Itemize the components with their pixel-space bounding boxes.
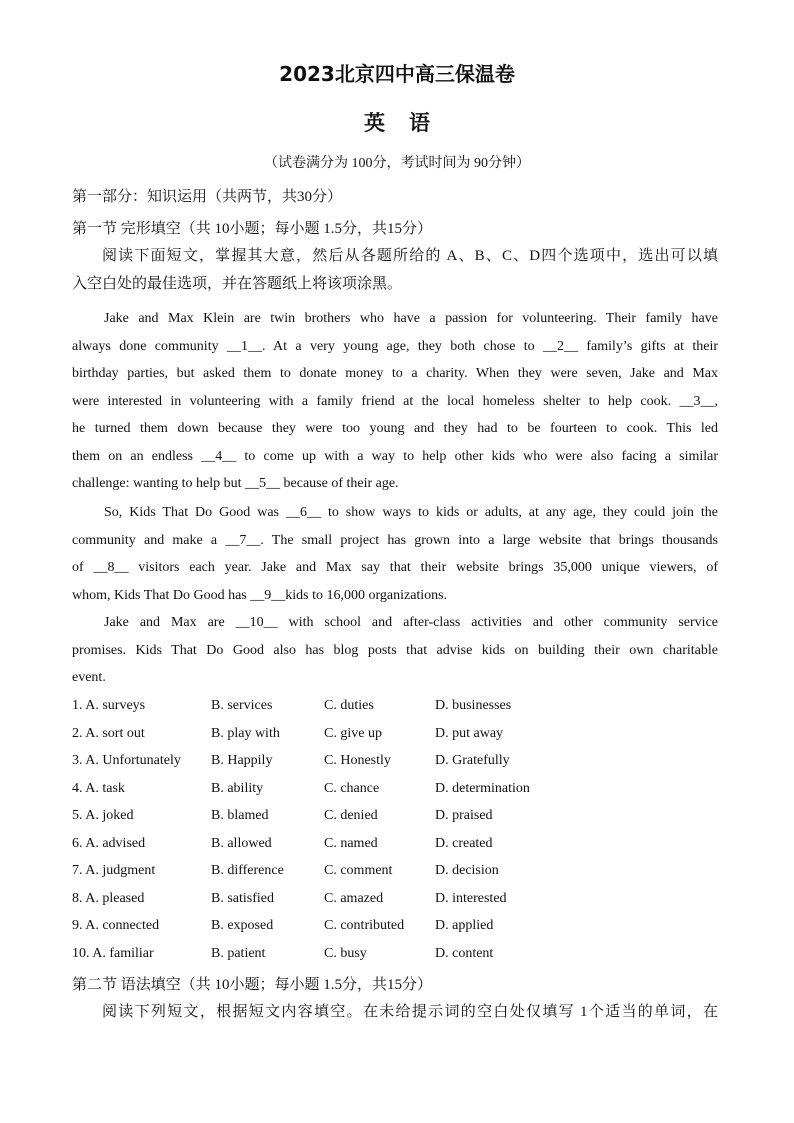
option-c: C. named bbox=[324, 835, 378, 851]
option-b: B. services bbox=[211, 698, 273, 713]
option-c: C. comment bbox=[324, 863, 393, 878]
option-a: 1. A. surveys bbox=[72, 698, 146, 713]
option-b: B. difference bbox=[211, 863, 284, 878]
passage-line: birthday parties, but asked them to donate money to a charity. When they were seven, Jake and Max bbox=[72, 366, 718, 381]
option-row bbox=[72, 857, 722, 885]
option-a: 6. A. advised bbox=[72, 835, 146, 851]
option-row bbox=[72, 802, 722, 830]
option-d: D. Gratefully bbox=[435, 753, 510, 768]
instruction-line: 阅读下面短文，掌握其大意，然后从各题所给的 A、B、C、D四个选项中，选出可以填 bbox=[102, 248, 718, 264]
passage-line: were interested in volunteering with a family friend at the local homeless shelter to help cook. __3__, bbox=[72, 393, 718, 409]
option-a: 7. A. judgment bbox=[72, 863, 156, 878]
option-d: D. created bbox=[435, 835, 493, 851]
option-row bbox=[72, 912, 722, 940]
option-row bbox=[72, 775, 722, 803]
option-row bbox=[72, 940, 722, 968]
section1-instructions bbox=[72, 243, 718, 298]
passage-line: always done community __1__. At a very young age, they both chose to __2__ family’s gifts at their bbox=[72, 338, 718, 354]
option-d: D. applied bbox=[435, 918, 494, 933]
option-a: 10. A. familiar bbox=[72, 945, 154, 961]
option-c: C. busy bbox=[324, 945, 367, 961]
option-d: D. determination bbox=[435, 780, 530, 796]
instruction-line: 入空白处的最佳选项，并在答题纸上将该项涂黑。 bbox=[72, 275, 403, 292]
option-c: C. amazed bbox=[324, 890, 384, 906]
option-a: 8. A. pleased bbox=[72, 890, 145, 906]
option-d: D. businesses bbox=[435, 698, 512, 713]
option-c: C. Honestly bbox=[324, 753, 391, 768]
passage-line: event. bbox=[72, 670, 106, 685]
passage-line: Jake and Max are __10__ with school and after-class activities and other community service bbox=[104, 615, 718, 630]
option-row bbox=[72, 830, 722, 858]
passage-line: So, Kids That Do Good was __6__ to show ways to kids or adults, at any age, they could join the bbox=[104, 505, 718, 520]
passage-paragraph-2 bbox=[72, 499, 718, 609]
option-b: B. Happily bbox=[211, 753, 273, 768]
option-d: D. content bbox=[435, 945, 494, 961]
option-c: C. denied bbox=[324, 808, 378, 823]
option-row bbox=[72, 885, 722, 913]
option-row bbox=[72, 747, 722, 775]
option-d: D. praised bbox=[435, 808, 493, 823]
section2-instructions bbox=[72, 999, 718, 1027]
passage-line: whom, Kids That Do Good has __9__kids to 16,000 organizations. bbox=[72, 587, 448, 603]
option-b: B. satisfied bbox=[211, 890, 274, 906]
option-d: D. decision bbox=[435, 863, 499, 878]
option-a: 4. A. task bbox=[72, 780, 125, 796]
passage-line: promises. Kids That Do Good also has blog posts that advise kids on building their own charitable bbox=[72, 642, 718, 658]
instruction-line: 阅读下列短文，根据短文内容填空。在未给提示词的空白处仅填写 1个适当的单词，在 bbox=[102, 1004, 718, 1020]
passage-line: challenge: wanting to help but __5__ because of their age. bbox=[72, 476, 399, 491]
option-d: D. put away bbox=[435, 725, 504, 741]
section2-heading: 第二节 语法填空（共 10小题；每小题 1.5分，共15分） bbox=[72, 977, 433, 993]
option-b: B. patient bbox=[211, 945, 266, 961]
passage-line: he turned them down because they were too young and they had to be fourteen to cook. This led bbox=[72, 421, 718, 436]
option-b: B. exposed bbox=[211, 918, 274, 933]
option-c: C. chance bbox=[324, 780, 380, 796]
option-b: B. blamed bbox=[211, 808, 269, 823]
passage-line: Jake and Max Klein are twin brothers who have a passion for volunteering. Their family have bbox=[104, 311, 718, 326]
option-b: B. ability bbox=[211, 780, 264, 796]
exam-title: 2023北京四中高三保温卷 bbox=[279, 62, 515, 86]
option-c: C. contributed bbox=[324, 918, 405, 933]
option-a: 2. A. sort out bbox=[72, 725, 145, 741]
passage-line: of __8__ visitors each year. Jake and Max say that their website brings 35,000 unique viewers, of bbox=[72, 560, 718, 575]
exam-note: （试卷满分为 100分，考试时间为 90分钟） bbox=[264, 156, 530, 171]
section1-heading: 第一节 完形填空（共 10小题；每小题 1.5分，共15分） bbox=[72, 221, 433, 237]
passage-line: them on an endless __4__ to come up with a way to help other kids who were also facing a similar bbox=[72, 448, 718, 464]
option-b: B. allowed bbox=[211, 835, 272, 851]
passage-line: community and make a __7__. The small project has grown into a large website that brings thousands bbox=[72, 532, 718, 548]
subject-title: 英语 bbox=[364, 111, 454, 135]
passage-paragraph-3 bbox=[72, 609, 718, 692]
passage-paragraph-1 bbox=[72, 305, 718, 498]
option-c: C. give up bbox=[324, 725, 382, 741]
option-b: B. play with bbox=[211, 725, 280, 741]
option-c: C. duties bbox=[324, 698, 374, 713]
option-a: 5. A. joked bbox=[72, 808, 134, 823]
option-a: 9. A. connected bbox=[72, 918, 160, 933]
option-d: D. interested bbox=[435, 890, 507, 906]
option-row bbox=[72, 692, 722, 720]
option-a: 3. A. Unfortunately bbox=[72, 753, 181, 768]
option-row bbox=[72, 720, 722, 748]
part1-heading: 第一部分：知识运用（共两节，共30分） bbox=[72, 189, 343, 205]
